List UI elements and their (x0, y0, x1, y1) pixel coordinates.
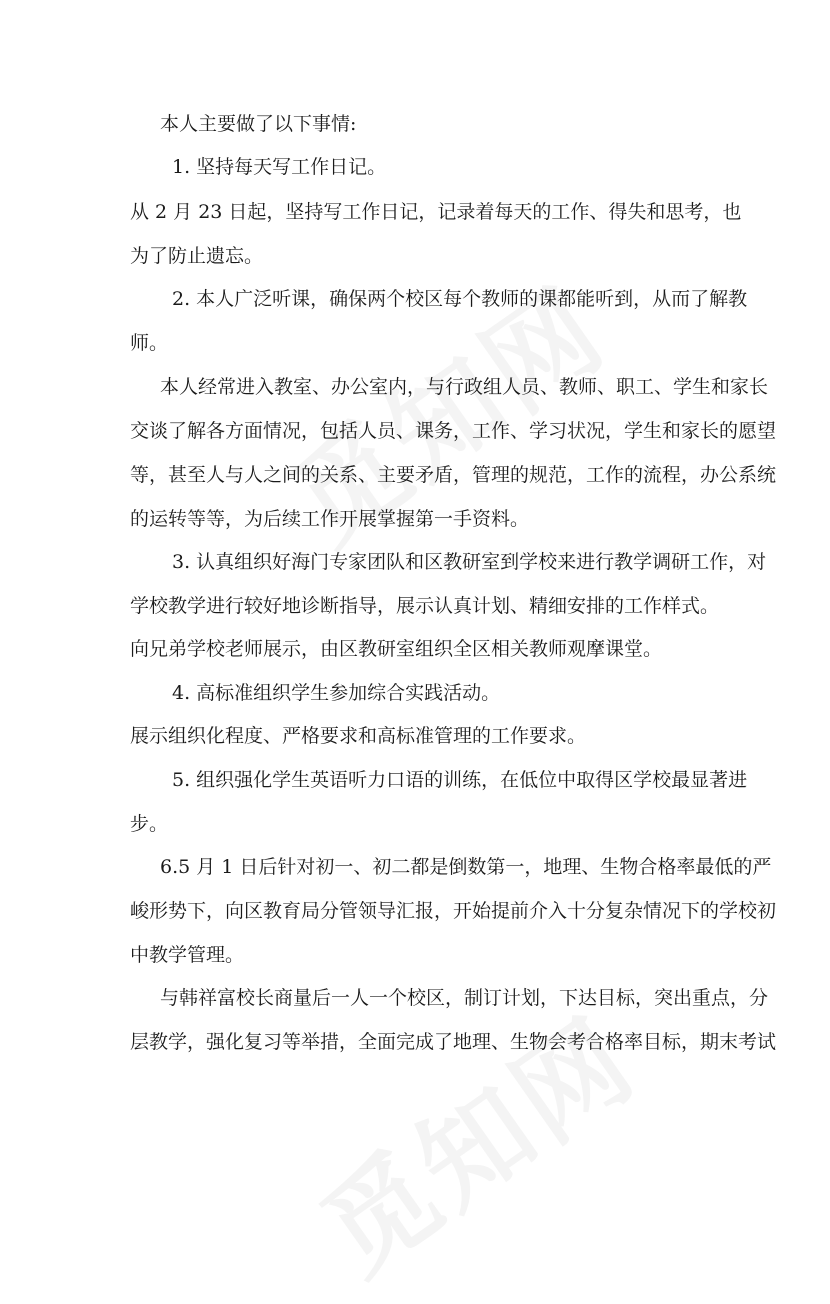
paragraph-line: 为了防止遗忘。 (130, 245, 264, 267)
paragraph-line: 本人主要做了以下事情: (160, 113, 357, 135)
paragraph-line: 师。 (130, 332, 169, 354)
list-item-heading: 4. 高标准组织学生参加综合实践活动。 (172, 682, 501, 704)
paragraph-line: 中教学管理。 (130, 944, 245, 966)
paragraph-line: 从 2 月 23 日起，坚持写工作日记，记录着每天的工作、得失和思考，也 (130, 201, 742, 223)
list-item-heading: 3. 认真组织好海门专家团队和区教研室到学校来进行教学调研工作，对 (172, 551, 767, 573)
list-item-heading: 5. 组织强化学生英语听力口语的训练，在低位中取得区学校最显著进 (172, 769, 748, 791)
list-item-heading: 2. 本人广泛听课，确保两个校区每个教师的课都能听到，从而了解教 (172, 288, 748, 310)
paragraph-line: 步。 (130, 813, 169, 835)
paragraph-line: 交谈了解各方面情况，包括人员、课务，工作、学习状况，学生和家长的愿望 (130, 420, 777, 442)
paragraph-line: 与韩祥富校长商量后一人一个校区，制订计划，下达目标，突出重点，分 (160, 987, 769, 1009)
paragraph-line: 峻形势下，向区教育局分管领导汇报，开始提前介入十分复杂情况下的学校初 (130, 900, 777, 922)
paragraph-line: 等，甚至人与人之间的关系、主要矛盾，管理的规范，工作的流程，办公系统 (130, 464, 777, 486)
paragraph-line: 学校教学进行较好地诊断指导，展示认真计划、精细安排的工作样式。 (130, 595, 720, 617)
paragraph-line: 层教学，强化复习等举措，全面完成了地理、生物会考合格率目标，期末考试 (130, 1031, 777, 1053)
paragraph-line: 的运转等等，为后续工作开展掌握第一手资料。 (130, 508, 530, 530)
list-item-heading: 1. 坚持每天写工作日记。 (172, 156, 387, 178)
list-item-heading: 6.5 月 1 日后针对初一、初二都是倒数第一，地理、生物合格率最低的严 (160, 856, 772, 878)
paragraph-line: 本人经常进入教室、办公室内，与行政组人员、教师、职工、学生和家长 (160, 376, 769, 398)
watermark (286, 974, 662, 1303)
paragraph-line: 向兄弟学校老师展示，由区教研室组织全区相关教师观摩课堂。 (130, 638, 663, 660)
paragraph-line: 展示组织化程度、严格要求和高标准管理的工作要求。 (130, 725, 587, 747)
